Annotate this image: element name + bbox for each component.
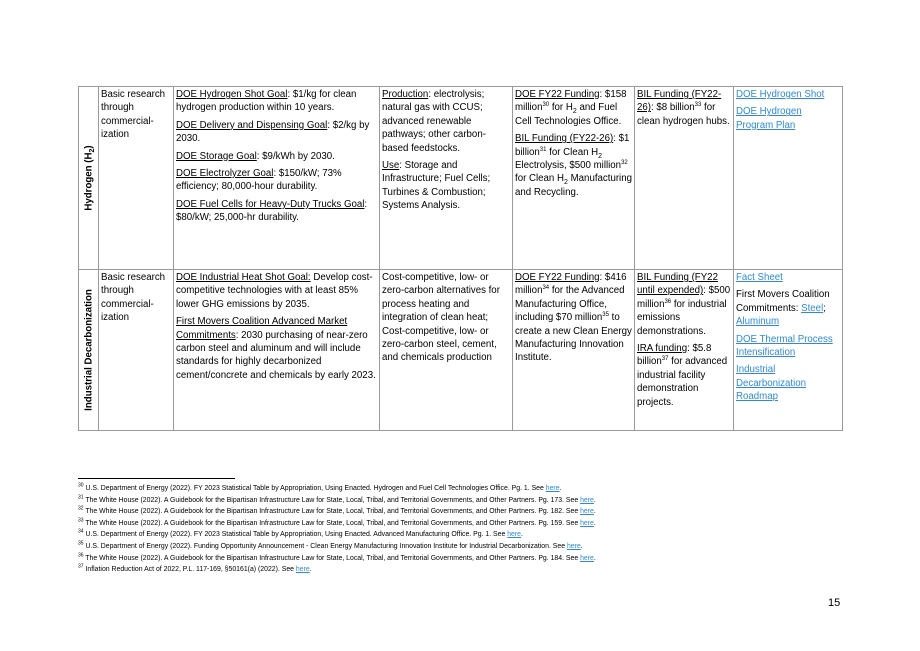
link-doe-thermal-process[interactable]: DOE Thermal Process Intensification: [736, 333, 833, 359]
goal-item: DOE Electrolyzer Goal: $150/kW; 73% efficiency; 80,000-hour durability.: [176, 168, 342, 193]
focus-cell: Production: electrolysis; natural gas with CCUS; advanced renewable pathways; other carbon-based feedstocks. Use: Storage and Infrastructure; Fuel Cells; Turbines & Combustion; Systems Analysis.: [380, 87, 513, 270]
footnote: $^{33}$ The White House (2022). A Guidebook for the Bipartisan Infrastructure Law for State, Local, Tribal, and Territorial Governments, and Other Partners. Pg. 159. See here.: [78, 517, 596, 527]
footnote: $^{32}$ The White House (2022). A Guidebook for the Bipartisan Infrastructure Law for State, Local, Tribal, and Territorial Governments, and Other Partners. Pg. 182. See here.: [78, 505, 596, 516]
link-doe-hydrogen-program-plan[interactable]: DOE Hydrogen Program Plan: [736, 106, 802, 131]
footnote-link[interactable]: here: [566, 542, 581, 550]
footnotes: [78, 483, 858, 576]
bil-funding-cell: BIL Funding (FY22 until expended): $500 million$^{36}$ for industrial emissions demonstrations. IRA funding: $5.8 billion$^{37}$ for advanced industrial facility demonstration projects.: [635, 270, 734, 431]
footnote: $^{34}$ U.S. Department of Energy (2022). FY 2023 Statistical Table by Appropriation, Using Enacted. Advanced Manufacturing Office. Pg. 1. See here.: [78, 529, 523, 539]
footnote-link[interactable]: here: [580, 508, 594, 516]
footnote-link[interactable]: here: [580, 519, 594, 527]
funding-cell: DOE FY22 Funding: $158 million$^{30}$ for $H_2$ and Fuel Cell Technologies Office. BIL Funding (FY22-26): $1 billion$^{31}$ for Clean $H_2$ Electrolysis, $500 million$^{32}$ for Clean $H_2$ Manufacturing and Recycling.: [513, 87, 635, 270]
policy-table: [78, 86, 843, 431]
goal-item: DOE Hydrogen Shot Goal: $1/kg for clean hydrogen production within 10 years.: [176, 89, 357, 114]
row-header-hydrogen: Hydrogen $(H_2)$: [79, 87, 99, 270]
footnote-link[interactable]: here: [580, 496, 594, 504]
goals-cell: [174, 87, 380, 270]
link-aluminum[interactable]: Aluminum: [736, 316, 780, 328]
goals-cell: DOE Industrial Heat Shot Goal: Develop cost-competitive technologies with at least 85% lower GHG emissions by 2035. First Movers Coalition Advanced Market Commitments: 2030 purchasing of near-zero carbon steel and aluminum and will include standards for highly decarbonized cement/concrete and chemicals by early 2023.: [174, 270, 380, 431]
link-fact-sheet[interactable]: Fact Sheet: [736, 272, 783, 283]
footnote-link[interactable]: here: [295, 566, 310, 574]
bil-funding-cell: BIL Funding (FY22-26): $8 billion$^{33}$ for clean hydrogen hubs.: [635, 87, 734, 270]
focus-cell: Cost-competitive, low- or zero-carbon alternatives for process heating and integration of clean heat; Cost-competitive, low- or zero-carbon steel, cement, and chemicals production: [380, 270, 513, 431]
stage-cell: Basic research through commercial-ization: [99, 87, 174, 270]
link-doe-hydrogen-shot[interactable]: DOE Hydrogen Shot: [736, 89, 825, 100]
stage-cell: Basic research through commercial-ization: [99, 270, 174, 431]
footnote-link[interactable]: here: [545, 485, 560, 492]
table-row-industrial: [79, 270, 843, 431]
funding-cell: DOE FY22 Funding: $416 million$^{34}$ for the Advanced Manufacturing Office, including $70 million$^{35}$ to create a new Clean Energy Manufacturing Innovation Institute.: [513, 270, 635, 431]
goal-item: DOE Delivery and Dispensing Goal: $2/kg by 2030.: [176, 119, 370, 145]
footnote: $^{37}$ Inflation Reduction Act of 2022, P.L. 117-169, §50161(a) (2022). See here.: [78, 563, 312, 574]
links-cell: [734, 87, 843, 270]
footnote: $^{36}$ The White House (2022). A Guidebook for the Bipartisan Infrastructure Law for State, Local, Tribal, and Territorial Governments, and Other Partners. Pg. 184. See here.: [78, 552, 596, 562]
footnote: $^{35}$ U.S. Department of Energy (2022). Funding Opportunity Announcement - Clean Energy Manufacturing Innovation Institute for Industrial Decarbonization. See here.: [78, 540, 583, 550]
page-number: 15: [828, 597, 841, 609]
footnote-divider: [78, 478, 235, 479]
row-header-industrial: Industrial Decarbonization: [79, 270, 99, 431]
table-row-hydrogen: [79, 87, 843, 270]
link-decarbonization-roadmap[interactable]: Industrial Decarbonization Roadmap: [736, 364, 807, 403]
footnote: $^{30}$ U.S. Department of Energy (2022). FY 2023 Statistical Table by Appropriation, Using Enacted. Hydrogen and Fuel Cell Technologies Office. Pg. 1. See here.: [78, 482, 562, 492]
goal-item: DOE Fuel Cells for Heavy-Duty Trucks Goal: $80/kW; 25,000-hr durability.: [176, 198, 368, 224]
goal-item: DOE Storage Goal: $9/kWh by 2030.: [176, 150, 335, 162]
footnote-link[interactable]: here: [580, 554, 594, 562]
footnote: $^{31}$ The White House (2022). A Guidebook for the Bipartisan Infrastructure Law for State, Local, Tribal, and Territorial Governments, and Other Partners. Pg. 173. See here.: [78, 494, 596, 504]
footnote-link[interactable]: here: [507, 531, 521, 539]
links-cell: Fact Sheet First Movers Coalition Commitments: Steel; Aluminum DOE Thermal Process Intensification Industrial Decarbonization Roadmap: [734, 270, 843, 431]
link-steel[interactable]: Steel: [801, 302, 824, 314]
